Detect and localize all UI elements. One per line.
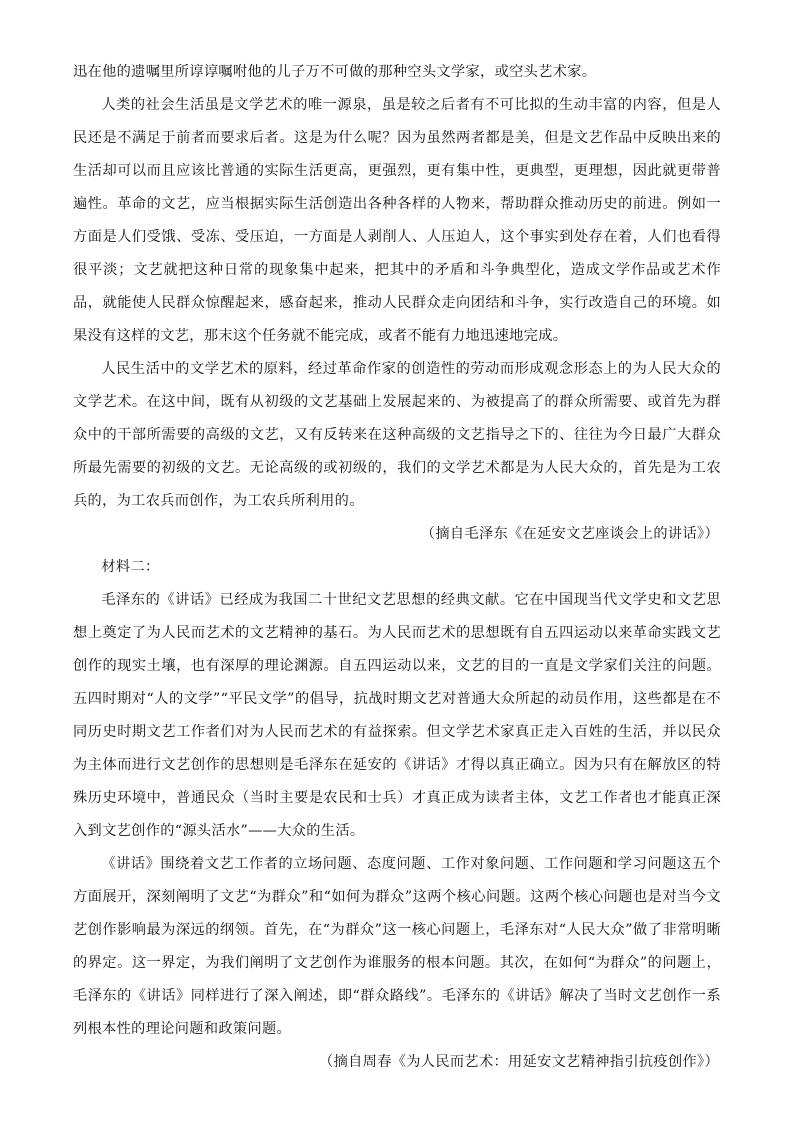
paragraph-continued: 迅在他的遗嘱里所谆谆嘱咐他的儿子万不可做的那种空头文学家，或空头艺术家。 bbox=[73, 64, 597, 80]
paragraph-raw-material: 人民生活中的文学艺术的原料，经过革命作家的创造性的劳动而形成观念形态上的为人民大众的文学艺术。在这中间，既有从初级的文艺基础上发展起来的、为被提高了的群众所需要、或首先为群众中的干部所需要的高级的文艺，又有反转来在这种高级的文艺指导之下的、往往为今日最广大群众所最先需要的初级的文艺。无论高级的或初级的，我们的文学艺术都是为人民大众的，首先是为工农兵的，为工农兵而创作，为工农兵所利用的。 bbox=[73, 361, 721, 509]
material-two-heading: 材料二： bbox=[101, 559, 160, 575]
paragraph-classic-document: 毛泽东的《讲话》已经成为我国二十世纪文艺思想的经典文献。它在中国现当代文学史和文艺思想上奠定了为人民而艺术的文艺精神的基石。为人民而艺术的思想既有自五四运动以来革命实践文艺创作的现实土壤，也有深厚的理论渊源。自五四运动以来，文艺的目的一直是文学家们关注的问题。五四时期对“人的文学”“平民文学”的倡导，抗战时期文艺对普通大众所起的动员作用，这些都是在不同历史时期文艺工作者们对为人民而艺术的有益探索。但文学艺术家真正走入百姓的生活，并以民众为主体而进行文艺创作的思想则是毛泽东在延安的《讲话》才得以真正确立。因为只有在解放区的特殊历史环境中，普通民众（当时主要是农民和士兵）才真正成为读者主体，文艺工作者也才能真正深入到文艺创作的“源头活水”——大众的生活。 bbox=[73, 592, 721, 839]
paragraph-core-issues: 《讲话》围绕着文艺工作者的立场问题、态度问题、工作对象问题、工作问题和学习问题这五个方面展开，深刻阐明了文艺“为群众”和“如何为群众”这两个核心问题。这两个核心问题也是对当今文艺创作影响最为深远的纲领。首先，在“为群众”这一核心问题上，毛泽东对“人民大众”做了非常明晰的界定。这一界定，为我们阐明了文艺创作为谁服务的根本问题。其次，在如何“为群众”的问题上，毛泽东的《讲话》同样进行了深入阐述，即“群众路线”。毛泽东的《讲话》解决了当时文艺创作一系列根本性的理论问题和政策问题。 bbox=[73, 856, 721, 1037]
source-citation-2: （摘自周春《为人民而艺术：用延安文艺精神指引抗疫创作》） bbox=[319, 1054, 719, 1070]
paragraph-social-life: 人类的社会生活虽是文学艺术的唯一源泉，虽是较之后者有不可比拟的生动丰富的内容，但是人民还是不满足于前者而要求后者。这是为什么呢？因为虽然两者都是美，但是文艺作品中反映出来的生活却可以而且应该比普通的实际生活更高，更强烈，更有集中性，更典型，更理想，因此就更带普遍性。革命的文艺，应当根据实际生活创造出各种各样的人物来，帮助群众推动历史的前进。例如一方面是人们受饿、受冻、受压迫，一方面是人剥削人、人压迫人，这个事实到处存在着，人们也看得很平淡；文艺就把这种日常的现象集中起来，把其中的矛盾和斗争典型化，造成文学作品或艺术作品，就能使人民群众惊醒起来，感奋起来，推动人民群众走向团结和斗争，实行改造自己的环境。如果没有这样的文艺，那末这个任务就不能完成，或者不能有力地迅速地完成。 bbox=[73, 97, 721, 344]
source-citation-1: （摘自毛泽东《在延安文艺座谈会上的讲话》） bbox=[420, 526, 719, 542]
